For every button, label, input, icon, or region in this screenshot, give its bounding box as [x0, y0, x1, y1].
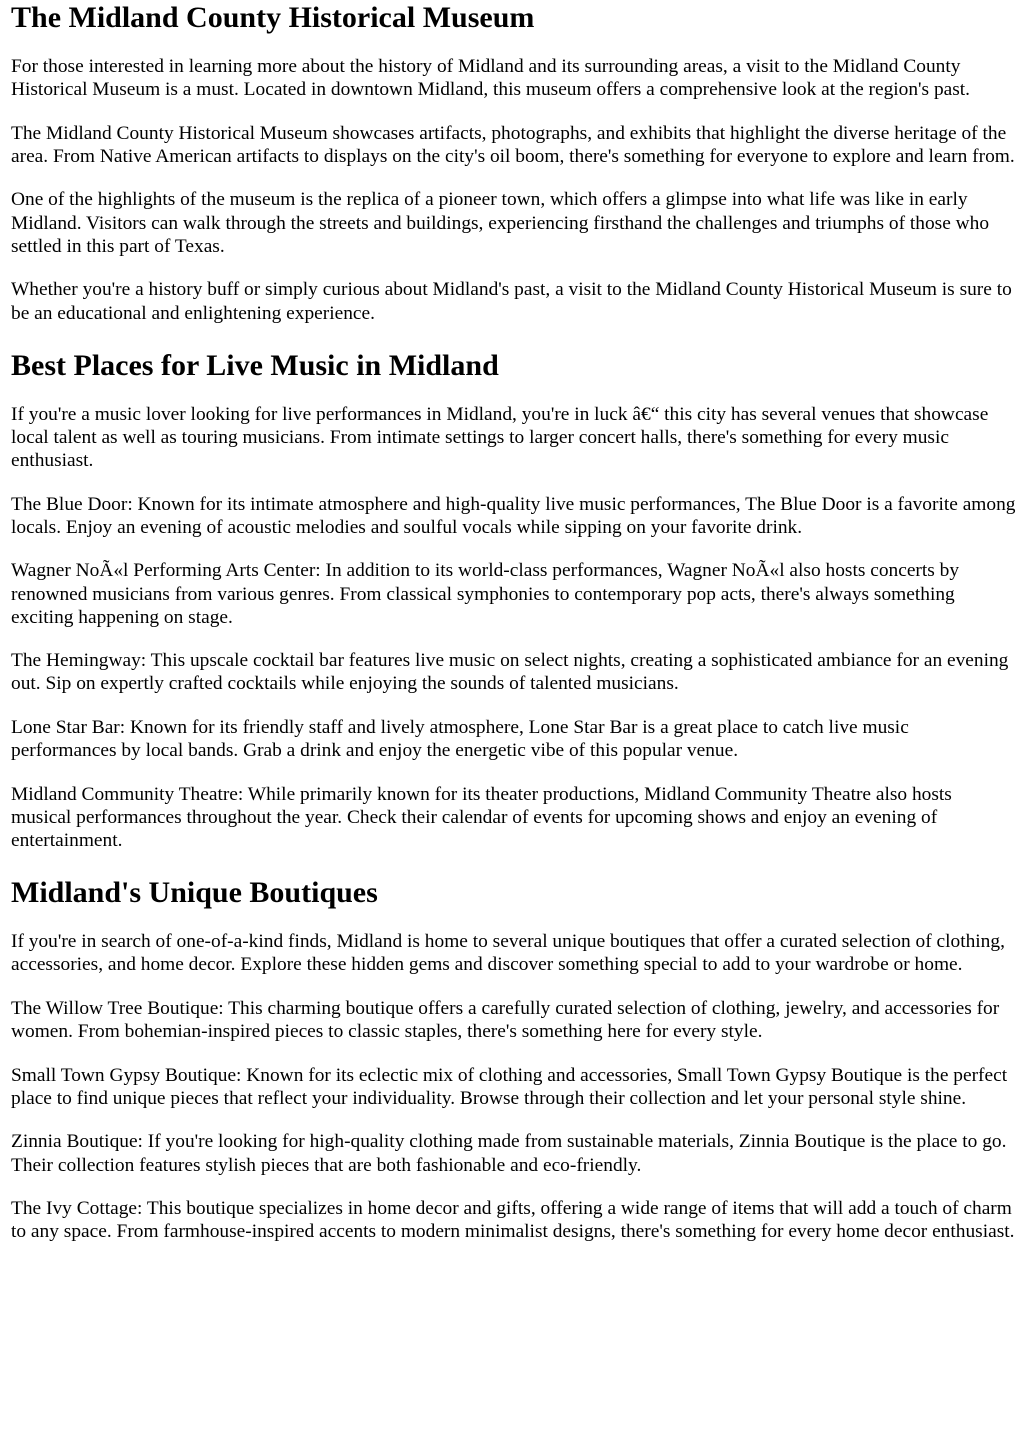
venue-lone-star-bar: Lone Star Bar: Known for its friendly staff and lively atmosphere, Lone Star Bar is a great place to catch live music performances by local bands. Grab a drink and enjoy the energetic vibe of this popular venue. — [11, 716, 909, 762]
museum-section — [11, 0, 1016, 325]
museum-paragraph-1: For those interested in learning more about the history of Midland and its surrounding areas, a visit to the Midland County Historical Museum is a must. Located in downtown Midland, this museum offers a comprehensive look at the region's past. — [11, 56, 971, 101]
museum-paragraph-3: One of the highlights of the museum is the replica of a pioneer town, which offers a glimpse into what life was like in early Midland. Visitors can walk through the streets and buildings, experiencing firsthand the challenges and triumphs of those who settled in this part of Texas. — [11, 189, 990, 257]
museum-paragraph-2: The Midland County Historical Museum showcases artifacts, photographs, and exhibits that highlight the diverse heritage of the area. From Native American artifacts to displays on the city's oil boom, there's something for everyone to explore and learn from. — [11, 122, 1015, 167]
boutiques-section — [11, 876, 1016, 1243]
boutique-small-town-gypsy: Small Town Gypsy Boutique: Known for its eclectic mix of clothing and accessories, Small Town Gypsy Boutique is the perfect place to find unique pieces that reflect your individuality. Browse through their collection and let your personal style shine. — [11, 1064, 1008, 1109]
boutiques-intro: If you're in search of one-of-a-kind finds, Midland is home to several unique boutiques that offer a curated selection of clothing, accessories, and home decor. Explore these hidden gems and discover something special to add to your wardrobe or home. — [11, 931, 1005, 976]
boutique-zinnia: Zinnia Boutique: If you're looking for high-quality clothing made from sustainable materials, Zinnia Boutique is the place to go. Their collection features stylish pieces that are both fashionable and eco-friendly. — [11, 1131, 1007, 1176]
museum-paragraph-4: Whether you're a history buff or simply curious about Midland's past, a visit to the Midland County Historical Museum is sure to be an educational and enlightening experience. — [11, 279, 1012, 324]
live-music-section — [11, 349, 1016, 853]
live-music-intro: If you're a music lover looking for live performances in Midland, you're in luck â€“ this city has several venues that showcase local talent as well as touring musicians. From intimate settings to larger concert halls, there's something for every music enthusiast. — [11, 403, 989, 472]
venue-blue-door: The Blue Door: Known for its intimate atmosphere and high-quality live music performances, The Blue Door is a favorite among locals. Enjoy an evening of acoustic melodies and soulful vocals while sipping on your favorite drink. — [11, 493, 1016, 538]
museum-heading: The Midland County Historical Museum — [11, 1, 535, 34]
boutique-willow-tree: The Willow Tree Boutique: This charming boutique offers a carefully curated selection of clothing, jewelry, and accessories for women. From bohemian-inspired pieces to classic staples, there's something here for every style. — [11, 997, 1000, 1043]
venue-hemingway: The Hemingway: This upscale cocktail bar features live music on select nights, creating a sophisticated ambiance for an evening out. Sip on expertly crafted cocktails while enjoying the sounds of talented musicians. — [11, 650, 1009, 695]
boutiques-heading: Midland's Unique Boutiques — [11, 876, 378, 910]
venue-wagner-noel: Wagner NoÃ«l Performing Arts Center: In addition to its world-class performances, Wagner NoÃ«l also hosts concerts by renowned musicians from various genres. From classical symphonies to contemporary pop acts, there's always something exciting happening on stage. — [11, 560, 960, 628]
venue-community-theatre: Midland Community Theatre: While primarily known for its theater productions, Midland Community Theatre also hosts musical performances throughout the year. Check their calendar of events for upcoming shows and enjoy an evening of entertainment. — [11, 783, 952, 852]
boutique-ivy-cottage: The Ivy Cottage: This boutique specializes in home decor and gifts, offering a wide range of items that will add a touch of charm to any space. From farmhouse-inspired accents to modern minimalist designs, there's something for every home decor enthusiast. — [11, 1198, 1015, 1243]
live-music-heading: Best Places for Live Music in Midland — [11, 348, 499, 382]
